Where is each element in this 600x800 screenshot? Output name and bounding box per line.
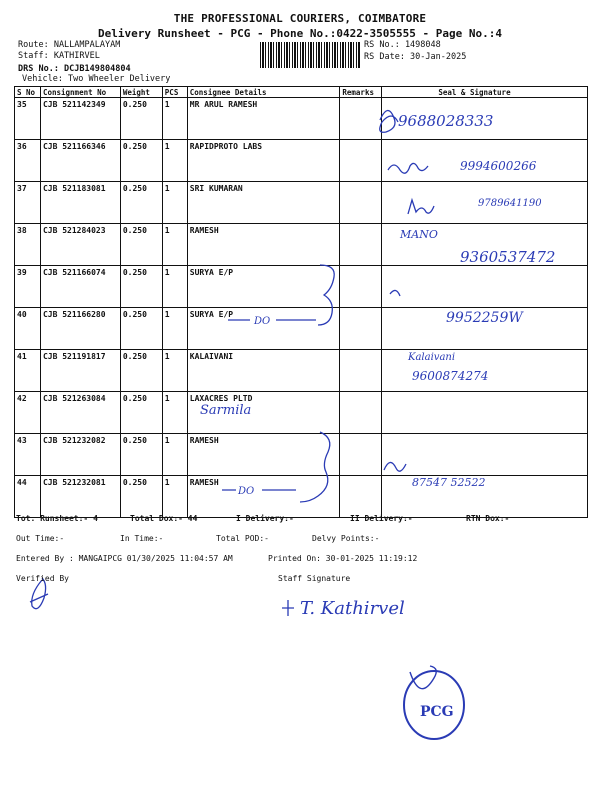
col-remarks: Remarks xyxy=(340,87,382,98)
cell-cons: CJB 521191817 xyxy=(40,350,120,392)
rs-date: RS Date: 30-Jan-2025 xyxy=(364,52,467,62)
cell-pcs: 1 xyxy=(162,392,187,434)
vehicle: Vehicle: Two Wheeler Delivery xyxy=(22,74,171,84)
signature-scribble-37 xyxy=(408,200,434,214)
cell-consignee: SURYA E/P xyxy=(187,308,340,350)
hw-sig41: 9600874274 xyxy=(412,369,489,383)
i-delivery: I Delivery:- xyxy=(236,514,294,523)
col-signature: Seal & Signature xyxy=(382,87,588,98)
total-dox: Total Dox:- 44 xyxy=(130,514,198,523)
in-time: In Time:- xyxy=(120,534,164,543)
entered-by: Entered By : MANGAIPCG 01/30/2025 11:04:57 AM xyxy=(16,554,233,563)
cell-consignee: RAMESH xyxy=(187,476,340,518)
cell-cons: CJB 521166074 xyxy=(40,266,120,308)
col-pcs: PCS xyxy=(162,87,187,98)
cell-wt: 0.250 xyxy=(120,98,162,140)
verified-by-label: Verified By xyxy=(16,574,69,583)
pcg-stamp-tick xyxy=(410,666,436,689)
total-pod: Total POD:- xyxy=(216,534,269,543)
cell-wt: 0.250 xyxy=(120,392,162,434)
printed-on: Printed On: 30-01-2025 11:19:12 xyxy=(268,554,418,563)
cell-sno: 43 xyxy=(15,434,41,476)
signature-scribble-39 xyxy=(390,290,400,296)
cell-sno: 44 xyxy=(15,476,41,518)
cell-pcs: 1 xyxy=(162,308,187,350)
cell-wt: 0.250 xyxy=(120,224,162,266)
total-runsheet: Tot. Runsheet:- 4 xyxy=(16,514,98,523)
hw-sig35: 9688028333 xyxy=(398,112,494,130)
cell-sno: 39 xyxy=(15,266,41,308)
ii-delivery: II Delivery:- xyxy=(350,514,413,523)
delvy-points: Delvy Points:- xyxy=(312,534,380,543)
col-sno: S No xyxy=(15,87,41,98)
hw-sig37: 9789641190 xyxy=(478,198,542,209)
hw-sig44: 87547 52522 xyxy=(412,476,486,489)
hw-stamp: PCG xyxy=(420,704,454,720)
cell-pcs: 1 xyxy=(162,434,187,476)
runsheet-subtitle: Delivery Runsheet - PCG - Phone No.:0422-3505555 - Page No.:4 xyxy=(98,27,502,40)
cell-sno: 38 xyxy=(15,224,41,266)
out-time: Out Time:- xyxy=(16,534,65,543)
cell-wt: 0.250 xyxy=(120,350,162,392)
cell-pcs: 1 xyxy=(162,182,187,224)
staff-signature-label: Staff Signature xyxy=(278,574,351,583)
hw-sig38: 9360537472 xyxy=(460,248,556,266)
cell-sno: 36 xyxy=(15,140,41,182)
cell-cons: CJB 521142349 xyxy=(40,98,120,140)
signature-scribble-44 xyxy=(384,462,406,471)
cell-consignee: SURYA E/P xyxy=(187,266,340,308)
cell-cons: CJB 521232082 xyxy=(40,434,120,476)
cell-cons: CJB 521183081 xyxy=(40,182,120,224)
hw-sig40: 9952259W xyxy=(446,310,523,326)
signature-scribble-35 xyxy=(380,110,398,132)
cell-sno: 40 xyxy=(15,308,41,350)
hw-ditto-40: DO xyxy=(254,316,271,327)
brace-39-40 xyxy=(318,265,334,325)
cell-pcs: 1 xyxy=(162,98,187,140)
hw-sig38-name: MANO xyxy=(400,228,438,241)
cell-cons: CJB 521284023 xyxy=(40,224,120,266)
col-consignment: Consignment No xyxy=(40,87,120,98)
cell-wt: 0.250 xyxy=(120,434,162,476)
cell-consignee: LAXACRES PLTD xyxy=(187,392,340,434)
cell-consignee: RAMESH xyxy=(187,434,340,476)
cell-pcs: 1 xyxy=(162,266,187,308)
hw-sig36: 9994600266 xyxy=(460,159,537,173)
cell-consignee: RAPIDPROTO LABS xyxy=(187,140,340,182)
signature-scribble-36 xyxy=(388,163,428,173)
cell-pcs: 1 xyxy=(162,476,187,518)
cell-cons: CJB 521166280 xyxy=(40,308,120,350)
cell-pcs: 1 xyxy=(162,140,187,182)
cell-sno: 37 xyxy=(15,182,41,224)
col-consignee: Consignee Details xyxy=(187,87,340,98)
cell-sno: 41 xyxy=(15,350,41,392)
cell-sno: 35 xyxy=(15,98,41,140)
hw-sig41-name: Kalaivani xyxy=(408,352,456,363)
route: Route: NALLAMPALAYAM xyxy=(18,40,121,50)
cell-wt: 0.250 xyxy=(120,266,162,308)
drs-number: DRS No.: DCJB149804804 xyxy=(18,64,131,74)
rs-number: RS No.: 1498048 xyxy=(364,40,441,50)
brace-43-44 xyxy=(300,432,330,502)
cell-pcs: 1 xyxy=(162,350,187,392)
col-weight: Weight xyxy=(120,87,162,98)
staff-signature-mark xyxy=(282,600,294,616)
cell-cons: CJB 521232081 xyxy=(40,476,120,518)
cell-pcs: 1 xyxy=(162,224,187,266)
cell-wt: 0.250 xyxy=(120,182,162,224)
cell-consignee: RAMESH xyxy=(187,224,340,266)
hw-row42-note: Sarmila xyxy=(200,403,252,418)
staff: Staff: KATHIRVEL xyxy=(18,51,100,61)
hw-ditto-44: DO xyxy=(238,486,255,497)
rtn-dox: RTN Dox:- xyxy=(466,514,510,523)
cell-consignee: MR ARUL RAMESH xyxy=(187,98,340,140)
cell-cons: CJB 521166346 xyxy=(40,140,120,182)
hw-staff-sig: T. Kathirvel xyxy=(300,598,405,619)
cell-wt: 0.250 xyxy=(120,140,162,182)
cell-consignee: SRI KUMARAN xyxy=(187,182,340,224)
cell-sno: 42 xyxy=(15,392,41,434)
company-title: THE PROFESSIONAL COURIERS, COIMBATORE xyxy=(173,12,427,25)
cell-wt: 0.250 xyxy=(120,476,162,518)
cell-cons: CJB 521263084 xyxy=(40,392,120,434)
cell-wt: 0.250 xyxy=(120,308,162,350)
cell-consignee: KALAIVANI xyxy=(187,350,340,392)
